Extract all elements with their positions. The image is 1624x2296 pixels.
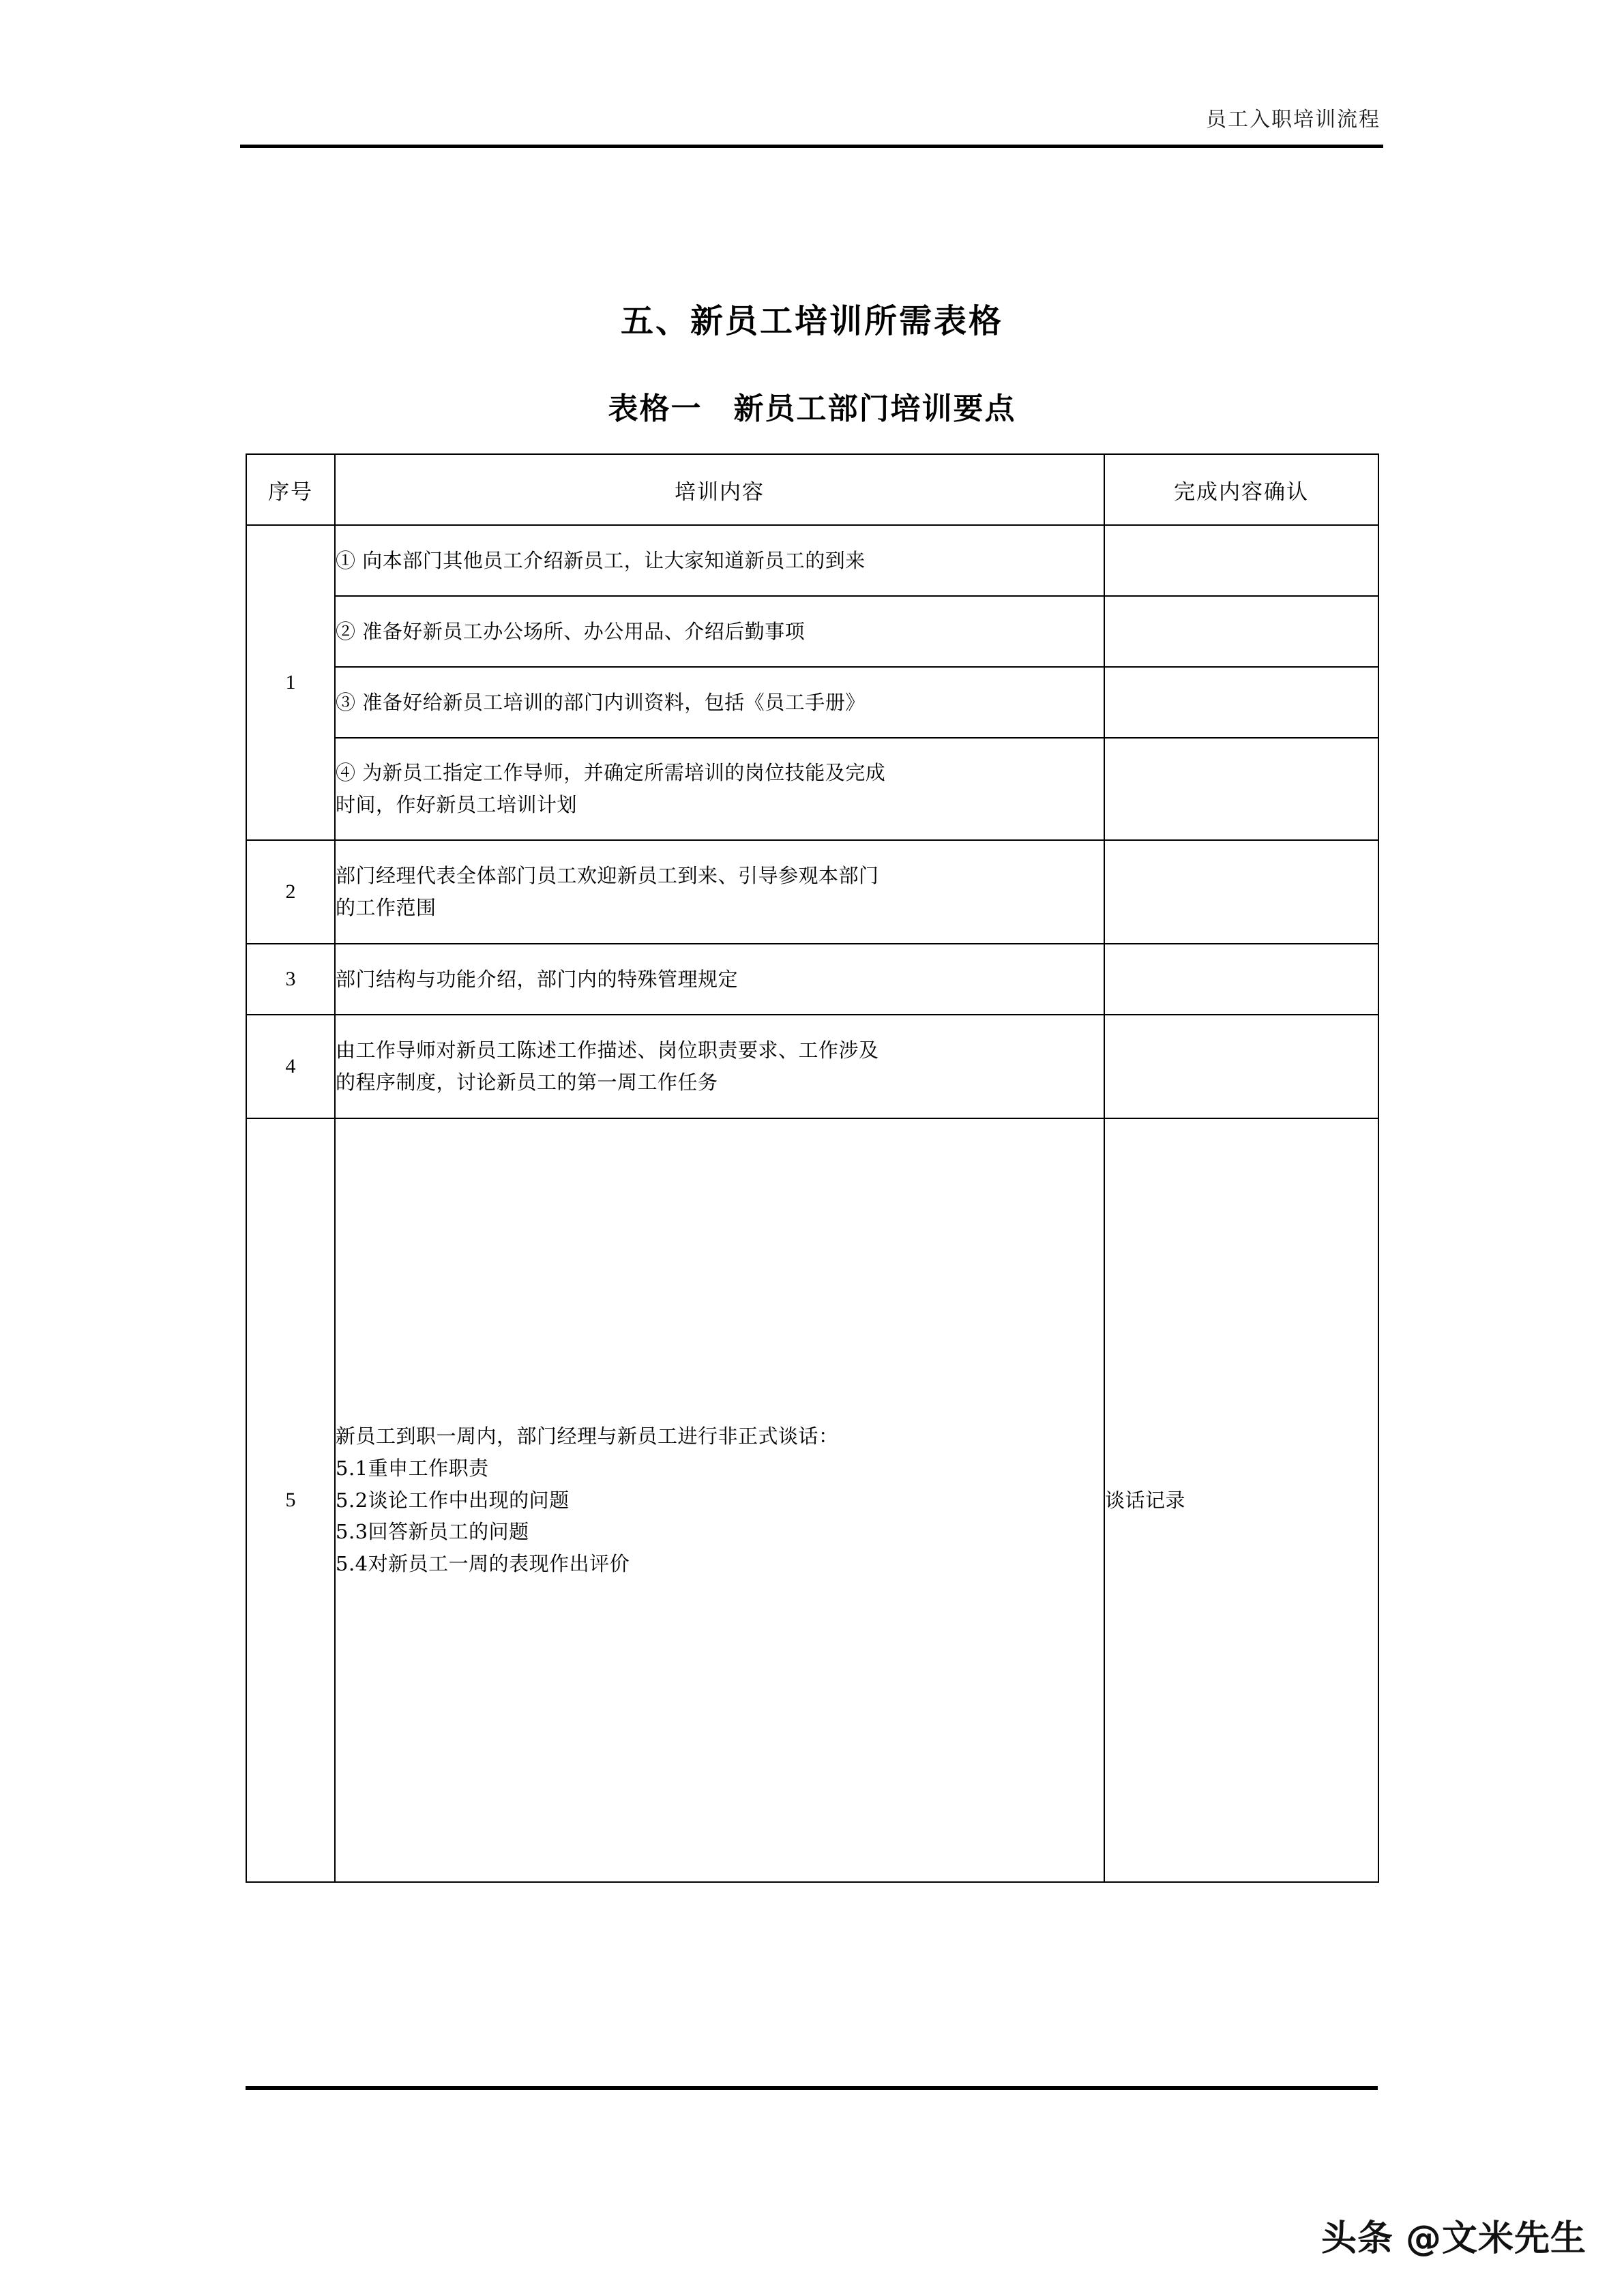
row-5-line-1: 新员工到职一周内，部门经理与新员工进行非正式谈话：: [336, 1424, 839, 1448]
row-1-item-2-content: ② 准备好新员工办公场所、办公用品、介绍后勤事项: [335, 596, 1104, 667]
row-4-line-1: 由工作导师对新员工陈述工作描述、岗位职责要求、工作涉及: [336, 1039, 879, 1062]
table-row: [246, 1118, 1378, 1882]
row-1-item-4-line-2: 时间，作好新员工培训计划: [336, 793, 578, 816]
column-header-content: 培训内容: [335, 454, 1104, 525]
row-5-line-4: 5.3回答新员工的问题: [336, 1520, 529, 1544]
table-name: 新员工部门培训要点: [733, 391, 1016, 426]
row-1-item-3-confirm[interactable]: [1104, 667, 1378, 738]
row-number-1: 1: [246, 525, 335, 840]
row-3-confirm[interactable]: [1104, 944, 1378, 1015]
header-divider-rule: [240, 145, 1383, 148]
table-row: [246, 1015, 1378, 1118]
table-title: [0, 384, 1624, 428]
column-header-no: 序号: [246, 454, 335, 525]
row-3-line-1: 部门结构与功能介绍，部门内的特殊管理规定: [336, 967, 739, 991]
watermark-platform: 头条: [1320, 2218, 1393, 2259]
section-title: 五、新员工培训所需表格: [620, 302, 1003, 340]
row-4-content: [335, 1015, 1104, 1118]
row-5-content: [335, 1118, 1104, 1882]
row-2-line-1: 部门经理代表全体部门员工欢迎新员工到来、引导参观本部门: [336, 864, 879, 888]
row-1-item-3-content: ③ 准备好给新员工培训的部门内训资料，包括《员工手册》: [335, 667, 1104, 738]
row-2-confirm[interactable]: [1104, 840, 1378, 944]
row-1-item-1-confirm[interactable]: [1104, 525, 1378, 596]
row-number-3: 3: [246, 944, 335, 1015]
row-2-content: [335, 840, 1104, 944]
watermark-account: @文米先生: [1405, 2218, 1586, 2259]
row-4-line-2: 的程序制度，讨论新员工的第一周工作任务: [336, 1071, 718, 1094]
row-1-item-4-confirm[interactable]: [1104, 738, 1378, 840]
table-bottom-rule: [246, 2086, 1378, 2090]
training-points-table: [246, 453, 1379, 1883]
table-row: [246, 944, 1378, 1015]
table-row: [246, 840, 1378, 944]
row-number-5: 5: [246, 1118, 335, 1882]
table-row: [246, 738, 1378, 840]
watermark: [1321, 2209, 1586, 2261]
table-row: [246, 667, 1378, 738]
row-1-item-1-content: ① 向本部门其他员工介绍新员工，让大家知道新员工的到来: [335, 525, 1104, 596]
row-5-line-2: 5.1重申工作职责: [336, 1456, 489, 1480]
row-1-item-4-line-1: ④ 为新员工指定工作导师，并确定所需培训的岗位技能及完成: [336, 761, 886, 785]
row-4-confirm[interactable]: [1104, 1015, 1378, 1118]
table-row: [246, 525, 1378, 596]
row-5-confirm[interactable]: 谈话记录: [1104, 1118, 1378, 1882]
table-header-row: [246, 454, 1378, 525]
page-header: [240, 102, 1383, 132]
row-5-line-5: 5.4对新员工一周的表现作出评价: [336, 1552, 630, 1576]
row-1-item-2-confirm[interactable]: [1104, 596, 1378, 667]
running-header-title: 员工入职培训流程: [1206, 108, 1381, 132]
table-label: 表格一: [608, 391, 703, 426]
row-number-4: 4: [246, 1015, 335, 1118]
table-row: [246, 596, 1378, 667]
row-3-content: [335, 944, 1104, 1015]
row-number-2: 2: [246, 840, 335, 944]
row-5-line-3: 5.2谈论工作中出现的问题: [336, 1488, 570, 1512]
row-2-line-2: 的工作范围: [336, 896, 437, 919]
row-1-item-4-content: [335, 738, 1104, 840]
column-header-confirm: 完成内容确认: [1104, 454, 1378, 525]
